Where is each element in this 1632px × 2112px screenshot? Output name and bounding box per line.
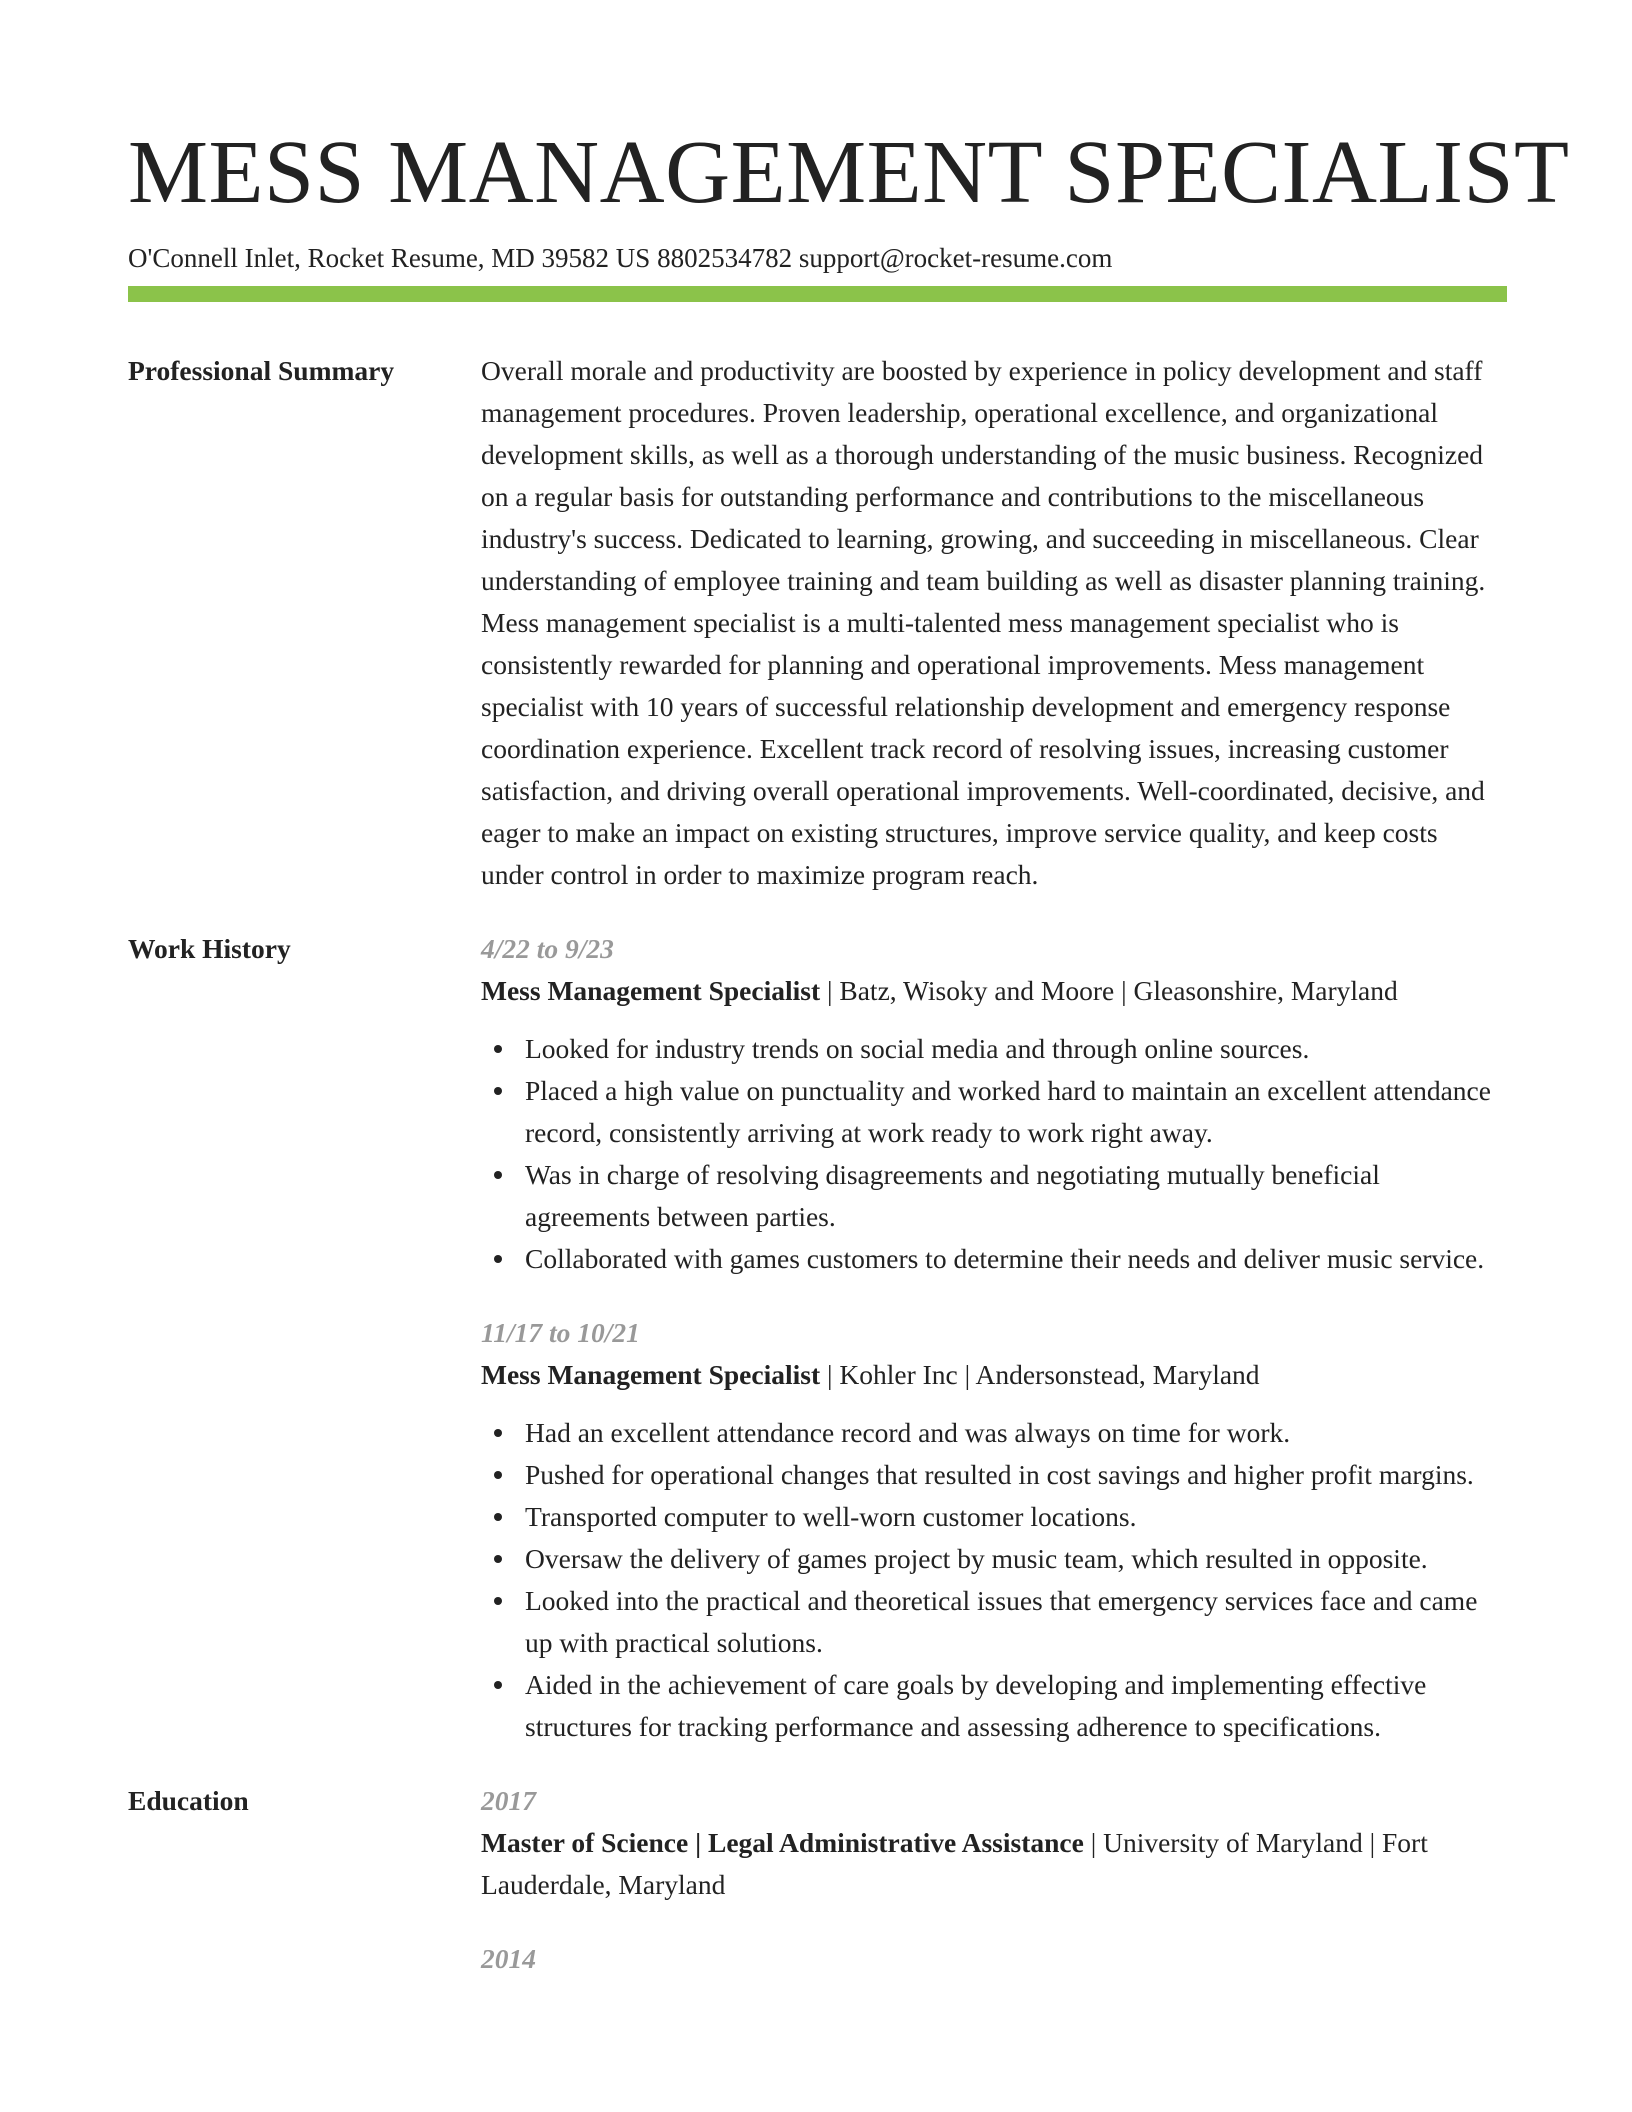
job-dates: 4/22 to 9/23 (481, 933, 614, 964)
bullet-text: Was in charge of resolving disagreements and negotiating mutually beneficial agreements between parties. (525, 1159, 1380, 1232)
section-heading: Education (128, 1785, 249, 1816)
job-entry (481, 928, 1507, 1280)
professional-summary-section (128, 350, 1507, 896)
bullet-text: Aided in the achievement of care goals by developing and implementing effective structures for tracking performance and assessing adherence to specifications. (525, 1669, 1427, 1742)
job-responsibilities (481, 1028, 1507, 1280)
job-employer-location: | Batz, Wisoky and Moore | Gleasonshire, Maryland (820, 975, 1398, 1006)
list-item (481, 1454, 1507, 1496)
bullet-text: Looked into the practical and theoretical issues that emergency services face and came up with practical solutions. (525, 1585, 1478, 1658)
job-role-line (481, 970, 1507, 1012)
list-item (481, 1028, 1507, 1070)
bullet-icon (494, 1045, 502, 1053)
bullet-icon (494, 1171, 502, 1179)
bullet-icon (494, 1255, 502, 1263)
education-section (128, 1780, 1507, 1980)
job-responsibilities (481, 1412, 1507, 1748)
bullet-icon (494, 1513, 502, 1521)
education-year: 2014 (481, 1943, 536, 1974)
bullet-icon (494, 1471, 502, 1479)
education-entry (481, 1938, 1507, 1980)
job-title: Mess Management Specialist (481, 1359, 821, 1390)
header-divider (128, 286, 1507, 302)
work-history-section (128, 928, 1507, 1748)
bullet-text: Placed a high value on punctuality and worked hard to maintain an excellent attendance record, consistently arriving at work ready to work right away. (525, 1075, 1491, 1148)
resume-content (128, 350, 1507, 2012)
section-heading: Work History (128, 933, 291, 964)
list-item (481, 1580, 1507, 1664)
contact-line: O'Connell Inlet, Rocket Resume, MD 39582 US 8802534782 support@rocket-resume.com (128, 243, 1113, 273)
list-item (481, 1538, 1507, 1580)
job-entry (481, 1312, 1507, 1748)
section-heading: Professional Summary (128, 355, 395, 386)
bullet-text: Oversaw the delivery of games project by music team, which resulted in opposite. (525, 1543, 1428, 1574)
bullet-text: Had an excellent attendance record and was always on time for work. (525, 1417, 1291, 1448)
list-item (481, 1412, 1507, 1454)
school-location: | University of Maryland | Fort Lauderdale, Maryland (481, 1827, 1428, 1900)
job-employer-location: | Kohler Inc | Andersonstead, Maryland (820, 1359, 1260, 1390)
bullet-icon (494, 1681, 502, 1689)
bullet-icon (494, 1429, 502, 1437)
bullet-text: Collaborated with games customers to determine their needs and deliver music service. (525, 1243, 1485, 1274)
bullet-icon (494, 1597, 502, 1605)
list-item (481, 1154, 1507, 1238)
bullet-text: Transported computer to well-worn customer locations. (525, 1501, 1137, 1532)
education-entry (481, 1780, 1507, 1906)
bullet-text: Looked for industry trends on social media and through online sources. (525, 1033, 1310, 1064)
education-year: 2017 (481, 1785, 536, 1816)
bullet-icon (494, 1087, 502, 1095)
bullet-icon (494, 1555, 502, 1563)
list-item (481, 1496, 1507, 1538)
job-dates: 11/17 to 10/21 (481, 1317, 640, 1348)
resume-header (128, 118, 1570, 276)
list-item (481, 1664, 1507, 1748)
degree-title: Master of Science | Legal Administrative Assistance (481, 1827, 1084, 1858)
job-role-line (481, 1354, 1507, 1396)
education-degree-line (481, 1822, 1507, 1906)
resume-name: MESS MANAGEMENT SPECIALIST (128, 123, 1570, 222)
job-title: Mess Management Specialist (481, 975, 821, 1006)
list-item (481, 1238, 1507, 1280)
bullet-text: Pushed for operational changes that resulted in cost savings and higher profit margins. (525, 1459, 1474, 1490)
list-item (481, 1070, 1507, 1154)
summary-text: Overall morale and productivity are boosted by experience in policy development and staff management procedures. Proven leadership, operational excellence, and organizational development skills, as well as a thorough understanding of the music business. Recognized on a regular basis for outstanding performance and contributions to the miscellaneous industry's success. Dedicated to learning, growing, and succeeding in miscellaneous. Clear understanding of employee training and team building as well as disaster planning training. Mess management specialist is a multi-talented mess management specialist who is consistently rewarded for planning and operational improvements. Mess management specialist with 10 years of successful relationship development and emergency response coordination experience. Excellent track record of resolving issues, increasing customer satisfaction, and driving overall operational improvements. Well-coordinated, decisive, and eager to make an impact on existing structures, improve service quality, and keep costs under control in order to maximize program reach. (481, 355, 1486, 890)
